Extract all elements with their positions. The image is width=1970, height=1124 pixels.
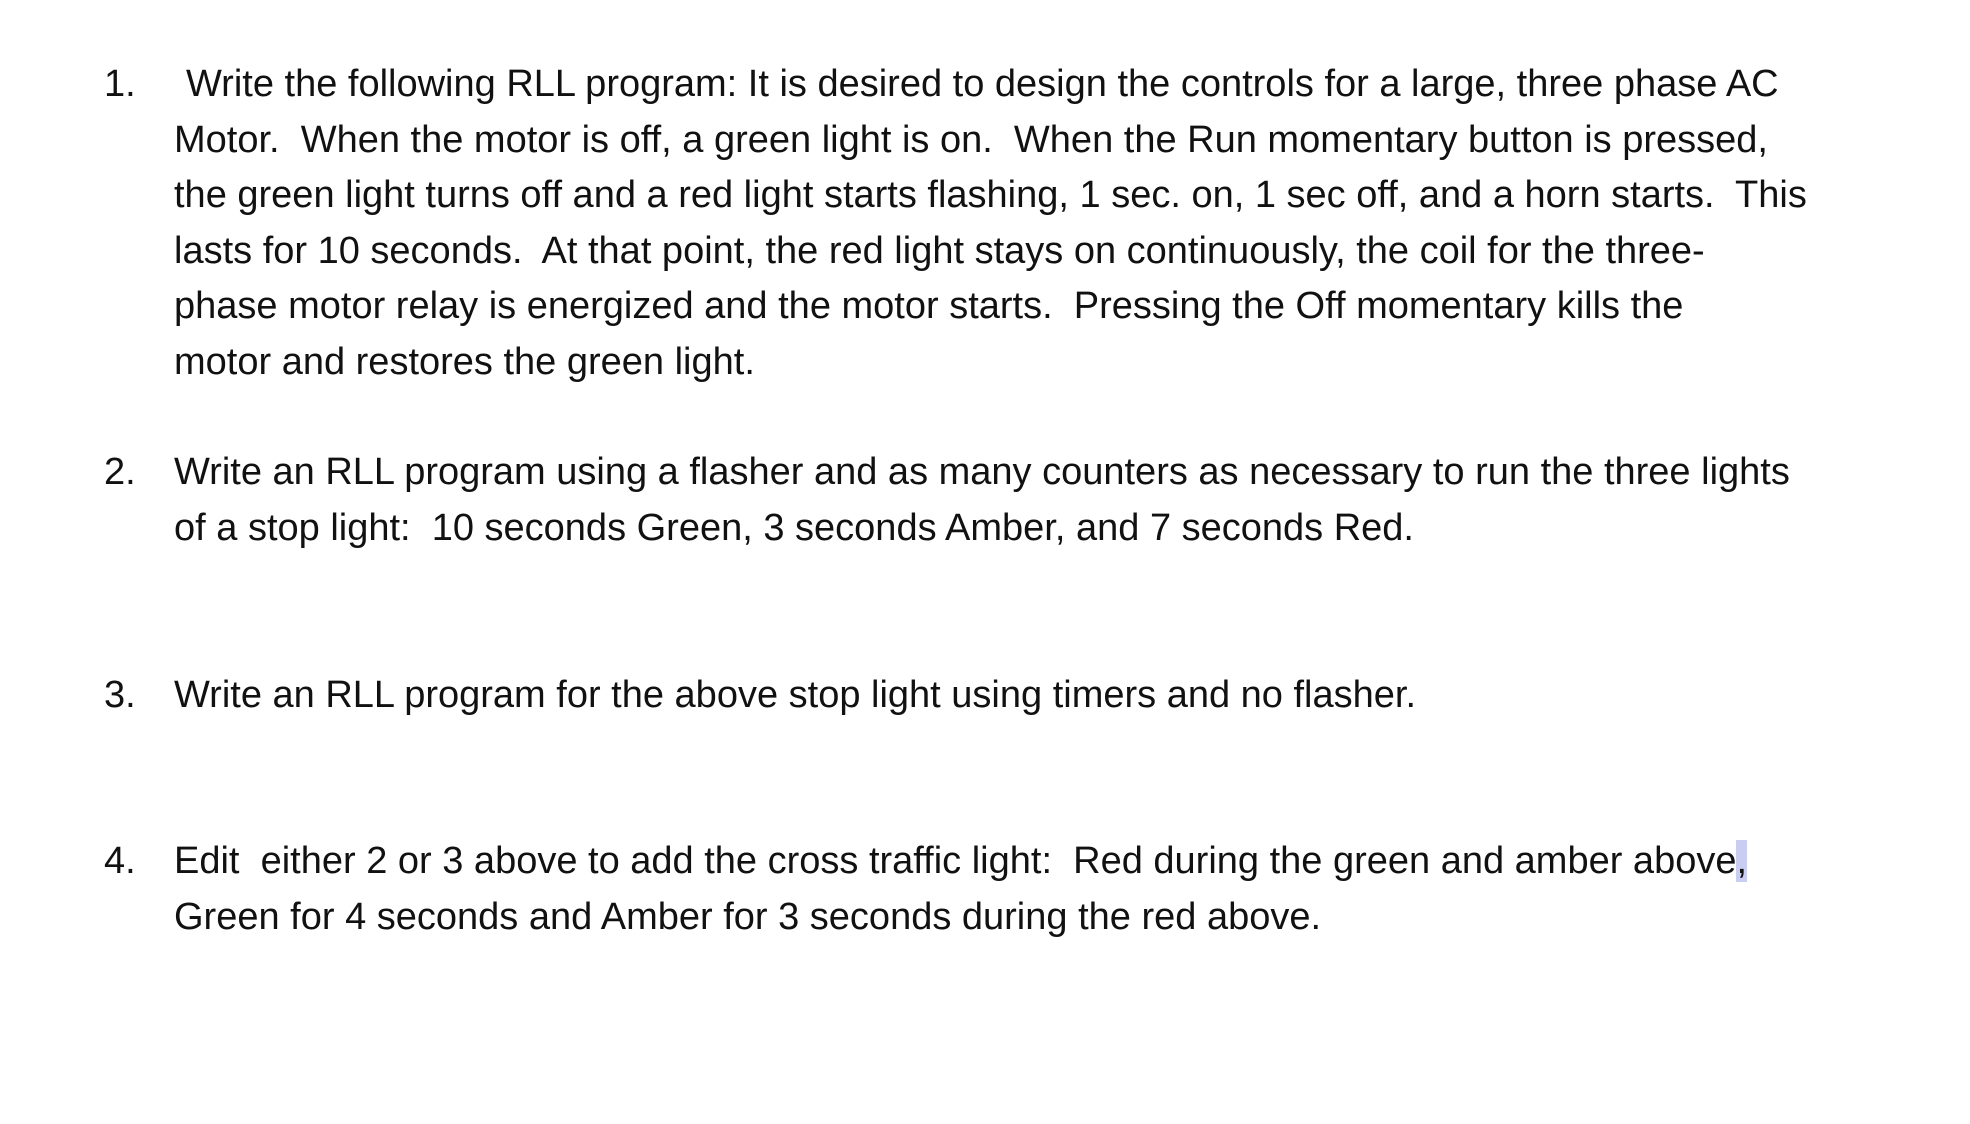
- text-line: of a stop light: 10 seconds Green, 3 seconds Amber, and 7 seconds Red.: [174, 506, 1414, 549]
- text-line: Write an RLL program using a flasher and as many counters as necessary to run the three lights: [174, 451, 1790, 493]
- question-number: 4.: [104, 840, 136, 882]
- text-selection[interactable]: ,: [1736, 840, 1748, 882]
- question-number: 2.: [104, 451, 136, 493]
- question-number: 3.: [104, 674, 136, 716]
- text-line: Write an RLL program for the above stop light using timers and no flasher.: [174, 674, 1416, 716]
- text-line: the green light turns off and a red light starts flashing, 1 sec. on, 1 sec off, and a horn starts. This: [174, 174, 1807, 216]
- text-line: Write the following RLL program: It is desired to design the controls for a large, three phase AC: [186, 63, 1779, 105]
- question-text: [174, 445, 1894, 556]
- text-line-content: Edit either 2 or 3 above to add the cross traffic light: Red during the green and amber above: [174, 840, 1737, 882]
- text-line: Green for 4 seconds and Amber for 3 seconds during the red above.: [174, 895, 1322, 938]
- text-line: motor and restores the green light.: [174, 340, 755, 383]
- question-text: [174, 57, 1894, 390]
- text-line: phase motor relay is energized and the motor starts. Pressing the Off momentary kills the: [174, 285, 1684, 327]
- question-number: 1.: [104, 63, 136, 105]
- question-text: [174, 668, 1894, 724]
- text-line: Motor. When the motor is off, a green light is on. When the Run momentary button is pressed,: [174, 118, 1768, 161]
- text-line: lasts for 10 seconds. At that point, the red light stays on continuously, the coil for the three-: [174, 229, 1705, 272]
- text-line: [174, 834, 1894, 890]
- question-text: [174, 834, 1894, 945]
